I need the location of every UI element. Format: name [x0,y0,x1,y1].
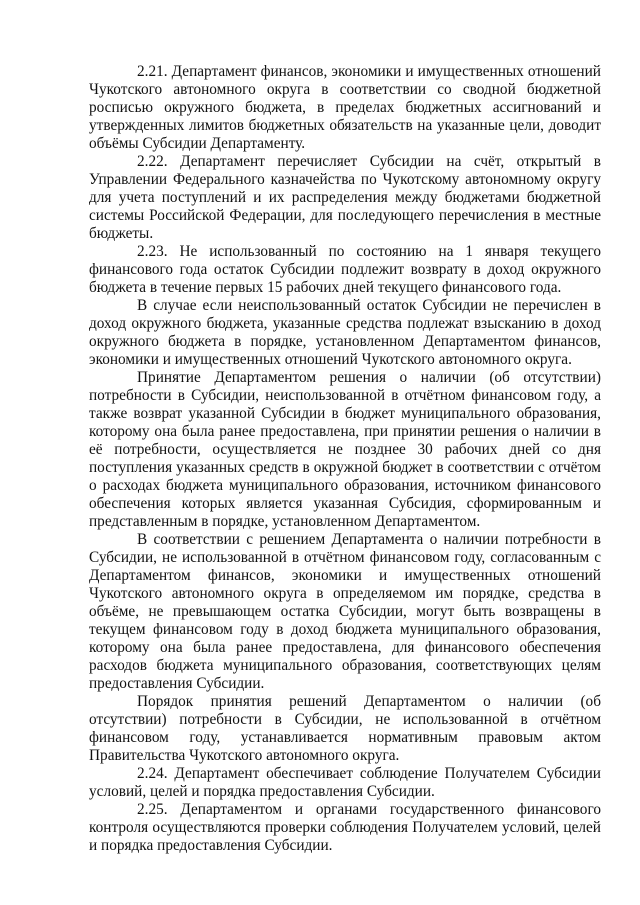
paragraph-2-25: 2.25. Департаментом и органами государственного финансового контроля осуществляются проверки соблюдения Получателем условий, целей и порядка предоставления Субсидии. [89,801,601,854]
paragraph-decision-procedure: Порядок принятия решений Департаментом о наличии (об отсутствии) потребности в Субсидии, не использованной в отчётном финансовом году, устанавливается нормативным правовым актом Правительства Чукотского автономного округа. [89,693,601,764]
paragraph-decision-on-need: Принятие Департаментом решения о наличии (об отсутствии) потребности в Субсидии, неиспользованной в отчётном финансовом году, а также возврат указанной Субсидии в бюджет муниципального образования, которому она была ранее предоставлена, при принятии решения о наличии в её потребности, осуществляется не позднее 30 рабочих дней со дня поступления указанных средств в окружной бюджет в соответствии с отчётом о расходах бюджета муниципального образования, источником финансового обеспечения которых является указанная Субсидия, сформированным и представленным в порядке, установленном Департаментом. [89,369,601,530]
paragraph-2-24: 2.24. Департамент обеспечивает соблюдение Получателем Субсидии условий, целей и порядка предоставления Субсидии. [89,765,601,800]
document-page [89,63,601,855]
paragraph-unreturned-balance: В случае если неиспользованный остаток Субсидии не перечислен в доход окружного бюджета, указанные средства подлежат взысканию в доход окружного бюджета в порядке, установленном Департаментом финансов, экономики и имущественных отношений Чукотского автономного округа. [89,297,601,368]
paragraph-2-22: 2.22. Департамент перечисляет Субсидии на счёт, открытый в Управлении Федерального казначейства по Чукотскому автономному округу для учета поступлений и их распределения между бюджетами бюджетной системы Российской Федерации, для последующего перечисления в местные бюджеты. [89,153,601,242]
paragraph-return-of-funds: В соответствии с решением Департамента о наличии потребности в Субсидии, не использованной в отчётном финансовом году, согласованным с Департаментом финансов, экономики и имущественных отношений Чукотского автономного округа в определяемом им порядке, средства в объёме, не превышающем остатка Субсидии, могут быть возвращены в текущем финансовом году в доход бюджета муниципального образования, которому она была ранее предоставлена, для финансового обеспечения расходов бюджета муниципального образования, соответствующих целям предоставления Субсидии. [89,531,601,692]
paragraph-2-23: 2.23. Не использованный по состоянию на 1 января текущего финансового года остаток Субсидии подлежит возврату в доход окружного бюджета в течение первых 15 рабочих дней текущего финансового года. [89,243,601,296]
paragraph-2-21: 2.21. Департамент финансов, экономики и имущественных отношений Чукотского автономного округа в соответствии со сводной бюджетной росписью окружного бюджета, в пределах бюджетных ассигнований и утвержденных лимитов бюджетных обязательств на указанные цели, доводит объёмы Субсидии Департаменту. [89,63,601,152]
